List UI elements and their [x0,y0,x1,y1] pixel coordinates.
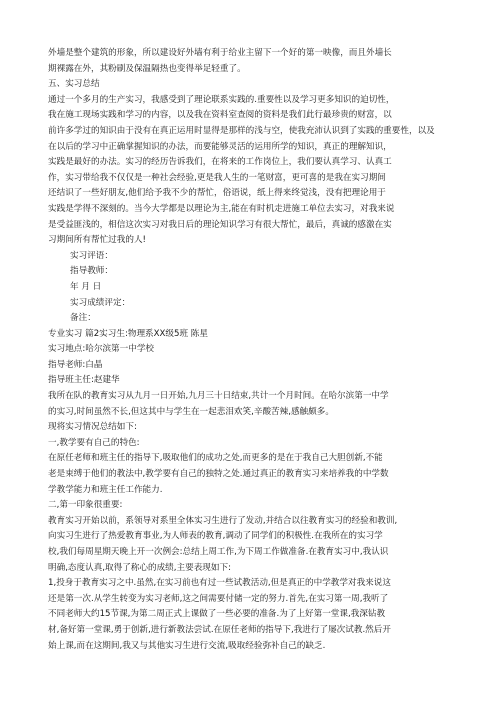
remarks-label: 备注： [70,313,96,324]
paragraph-line: 教育实习开始以前，系领导对系里全体实习生进行了发动,并结合以往教育实习的经验和教训, [48,515,398,526]
paragraph-line: 还结识了一些好朋友,他们给予我不少的帮忙，俗语说，纸上得来终觉浅，没有把理论用于 [48,188,386,199]
document-page [48,46,458,654]
paragraph-line: 在以后的学习中正确掌握知识的办法，而要能够灵活的运用所学的知识，真正的理解知识， [48,141,392,152]
paragraph-line: 通过一个多月的生产实习，我感受到了理论联系实践的.重要性以及学习更多知识的迫切性， [48,94,395,105]
internship-location: 实习地点:哈尔滨第一中学校 [48,344,155,355]
paragraph-line: 期裸露在外，其粉刷及保温隔热也变得举足轻重了。 [48,63,246,74]
paragraph-line: 我所在队的教育实习从九月一日开始,九月三十日结束,共计一个月时间。在哈尔滨第一中学 [48,391,389,402]
paragraph-line: 实践是最好的办法。实习的经历告诉我们，在将来的工作岗位上，我们要认真学习、认真工 [48,157,392,168]
advisor-label: 指导教师： [70,266,113,277]
paragraph-line: 外墙是整个建筑的形象，所以建设好外墙有利于给业主留下一个好的第一映像，而且外墙长 [48,48,392,58]
section-heading: 一,教学要有自己的特色: [48,437,140,448]
supervising-teacher: 指导老师:白晶 [48,359,103,370]
paragraph-line: 学教学能力和班主任工作能力. [48,484,163,495]
article-title: 专业实习 篇2实习生:物理系XX级5班 陈星 [48,328,208,339]
paragraph-line: 向实习生进行了热爱教育事业,为人师表的教育,调动了同学们的积极性.在我所在的实习学 [48,531,383,542]
paragraph-line: 还是第一次.从学生转变为实习老师,这之间需要付储一定的努力.首先,在实习第一周,我听了 [48,593,389,604]
paragraph-line: 1,投身于教育实习之中.虽然,在实习前也有过一些试教活动,但是真正的中学教学对我来说这 [48,578,391,589]
paragraph-line: 明确,态度认真,取得了称心的成绩,主要表现如下: [48,562,231,573]
paragraph-line: 校,我们每周星期天晚上开一次例会:总结上周工作,为下周工作做准备.在教育实习中,我认识 [48,547,389,557]
paragraph-line: 现将实习情况总结如下: [48,422,137,433]
date-label: 年 月 日 [70,281,102,292]
paragraph-line: 前许多学过的知识由于没有在真正运用时显得是那样的浅与空，使我充沛认识到了实践的重要性，以及 [48,125,435,136]
paragraph-line: 习期间所有帮忙过我的人! [48,235,146,246]
paragraph-line: 是受益匪浅的，相信这次实习对我日后的理论知识学习有很大帮忙，最后，真诚的感激在实 [48,219,392,230]
paragraph-line: 作，实习带给我不仅仅是一种社会经验,更是我人生的一笔财富，更可喜的是我在实习期间 [48,172,386,183]
grade-label: 实习成绩评定： [70,297,131,308]
paragraph-line: 实践是学得不深刻的。当今大学都是以理论为主,能在有时机走进施工单位去实习，对我来说 [48,203,395,214]
homeroom-supervisor: 指导班主任:赵建华 [48,375,120,386]
paragraph-line: 材,备好第一堂课,勇于创新,进行新教法尝试.在原任老师的指导下,我进行了屡次试教.然后开 [48,624,391,635]
paragraph-line: 老是束缚于他们的教法中,教学要有自己的独特之处.通过真正的教育实习来培养我的中学数 [48,469,389,480]
paragraph-line: 不同老师大约15节课,为第二周正式上课做了一些必要的准备.为了上好第一堂课,我深钻教 [48,609,386,620]
evaluation-label: 实习评语： [70,250,113,261]
paragraph-line: 始上课,而在这期间,我又与其他实习生进行交流,吸取经验弥补自己的缺乏. [48,640,326,651]
paragraph-line: 我在施工现场实践和学习的内容，以及我在资料室查阅的资料是我们此行最珍贵的财富，以 [48,110,392,121]
paragraph-line: 在原任老师和班主任的指导下,吸取他们的成功之处,而更多的是在于我自己大胆创新,不能 [48,453,383,464]
section-heading: 五、实习总结 [48,79,100,90]
paragraph-line: 的实习,时间虽然不长,但这其中与学生在一起悲泪欢笑,辛酸苦辣,感触颇多。 [48,406,334,417]
section-heading: 二,第一印象很重要: [48,500,123,511]
